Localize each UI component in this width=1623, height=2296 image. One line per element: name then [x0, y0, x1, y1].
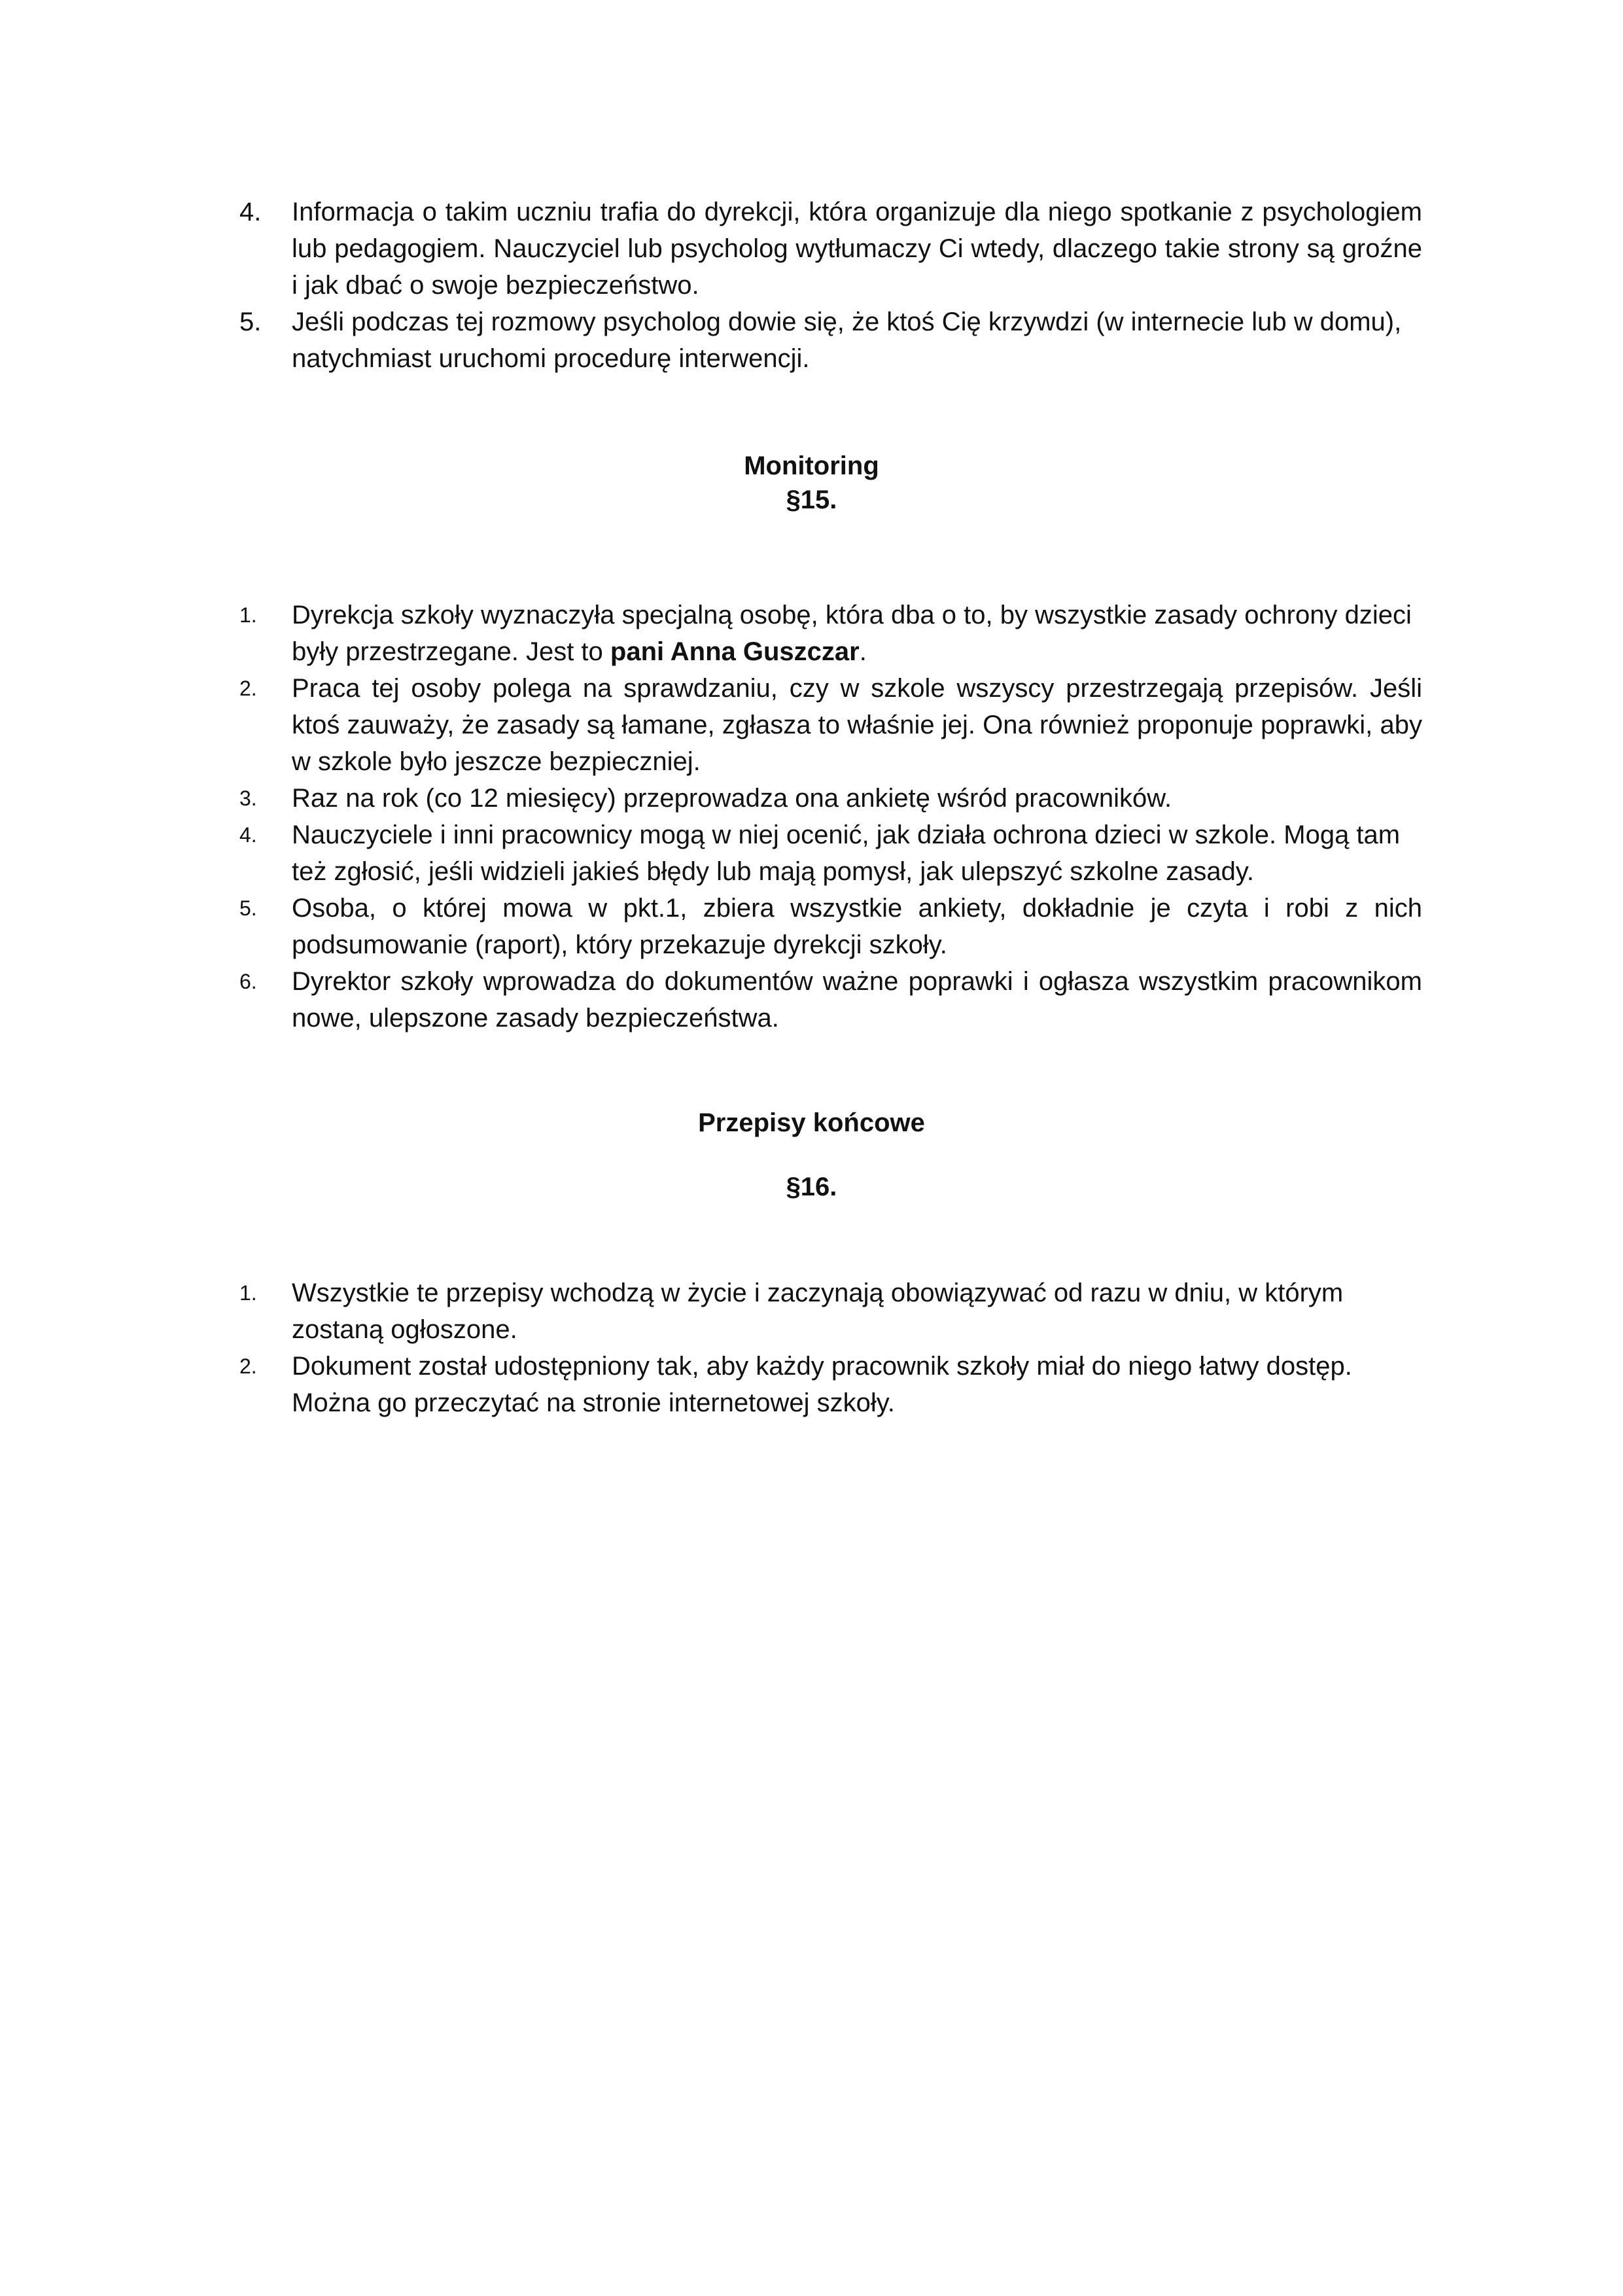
list-item	[239, 780, 1422, 817]
list-item-text: Praca tej osoby polega na sprawdzaniu, czy w szkole wszyscy przestrzegają przepisów. Jeśli ktoś zauważy, że zasady są łamane, zgłasza to właśnie jej. Ona również proponuje poprawki, aby w szkole było jeszcze bezpieczniej.	[292, 674, 1422, 776]
list-item-text: Wszystkie te przepisy wchodzą w życie i zaczynają obowiązywać od razu w dniu, w którym zostaną ogłoszone.	[292, 1279, 1344, 1344]
list-item-text: Nauczyciele i inni pracownicy mogą w niej ocenić, jak działa ochrona dzieci w szkole. Mogą tam też zgłosić, jeśli widzieli jakieś błędy lub mają pomysł, jak ulepszyć szkolne zasady.	[292, 821, 1401, 886]
final-provisions-heading	[0, 1106, 1623, 1204]
list-item-text-part: Dyrekcja szkoły wyznaczyła specjalną osobę, która dba o to, by wszystkie zasady ochrony dzieci były przestrzegane. Jest to	[292, 601, 1412, 666]
list-item-text-part: .	[859, 637, 867, 666]
paragraph-number: §16.	[786, 1173, 837, 1201]
list-item-number: 1.	[239, 1281, 257, 1305]
list-item	[239, 890, 1422, 963]
paragraph-number: §15.	[786, 486, 837, 514]
list-item-number: 2.	[239, 1354, 257, 1378]
list-item-number: 4.	[239, 198, 262, 226]
list-item	[239, 597, 1422, 670]
list-item-number: 3.	[239, 786, 257, 810]
responsible-person-name: pani Anna Guszczar	[610, 637, 860, 666]
list-item-text: Jeśli podczas tej rozmowy psycholog dowie się, że ktoś Cię krzywdzi (w internecie lub w domu), natychmiast uruchomi procedurę interwencji.	[292, 308, 1402, 373]
list-item-number: 5.	[239, 308, 262, 336]
list-monitoring	[239, 597, 1422, 1036]
list-item	[239, 304, 1422, 377]
list-item-text: Dyrektor szkoły wprowadza do dokumentów ważne poprawki i ogłasza wszystkim pracownikom nowe, ulepszone zasady bezpieczeństwa.	[292, 967, 1422, 1033]
list-continuation	[239, 194, 1422, 377]
list-item-text	[292, 597, 1422, 670]
list-item	[239, 194, 1422, 304]
list-item	[239, 817, 1422, 890]
list-item	[239, 963, 1422, 1036]
list-item-number: 5.	[239, 896, 257, 920]
list-item-text: Osoba, o której mowa w pkt.1, zbiera wszystkie ankiety, dokładnie je czyta i robi z nich podsumowanie (raport), który przekazuje dyrekcji szkoły.	[292, 894, 1422, 959]
list-item-text: Raz na rok (co 12 miesięcy) przeprowadza ona ankietę wśród pracowników.	[292, 784, 1172, 813]
section-title: Monitoring	[744, 451, 879, 480]
list-item	[239, 1348, 1422, 1421]
list-final-provisions	[239, 1275, 1422, 1421]
list-item-number: 4.	[239, 823, 257, 847]
list-item-text: Informacja o takim uczniu trafia do dyrekcji, która organizuje dla niego spotkanie z psychologiem lub pedagogiem. Nauczyciel lub psycholog wytłumaczy Ci wtedy, dlaczego takie strony są groźne i jak dbać o swoje bezpieczeństwo.	[292, 198, 1422, 300]
section-title: Przepisy końcowe	[698, 1108, 925, 1137]
list-item	[239, 670, 1422, 780]
list-item	[239, 1275, 1422, 1348]
list-item-number: 6.	[239, 970, 257, 993]
list-item-number: 2.	[239, 677, 257, 700]
monitoring-heading	[0, 449, 1623, 517]
list-item-number: 1.	[239, 603, 257, 627]
list-item-text: Dokument został udostępniony tak, aby każdy pracownik szkoły miał do niego łatwy dostęp. Można go przeczytać na stronie internetowej szkoły.	[292, 1352, 1352, 1417]
